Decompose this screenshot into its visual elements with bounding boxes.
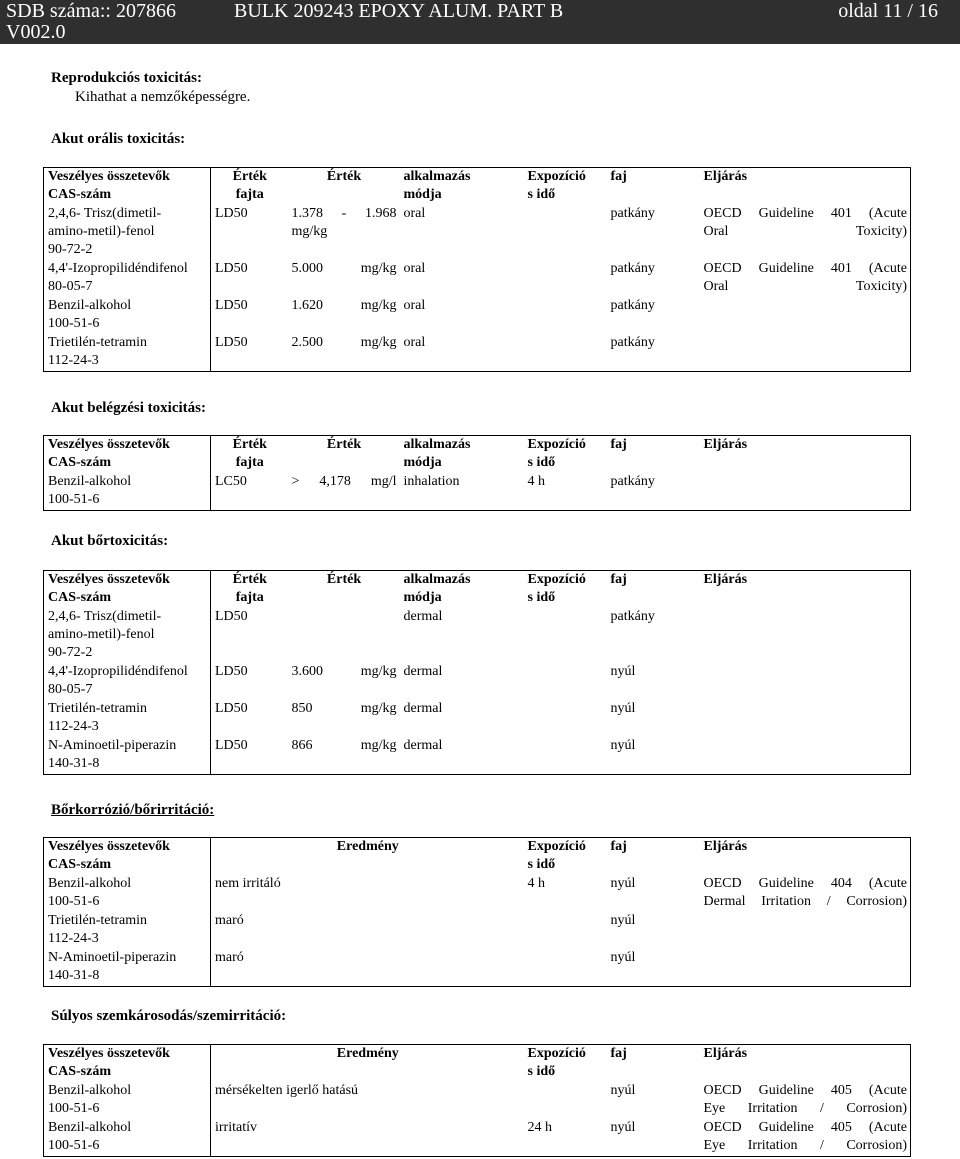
col-result: Eredmény	[336, 1046, 399, 1061]
col-species: faj	[610, 572, 627, 587]
value-type-cell: LD50	[215, 738, 248, 753]
method-cell	[700, 737, 911, 775]
table-header-row	[44, 436, 911, 474]
substance-cell: 2,4,6- Trisz(dimetil- amino-metil)-fenol 90-72-2	[44, 205, 211, 260]
page-number: oldal 11 / 16	[838, 0, 938, 22]
species-cell: patkány	[610, 609, 655, 624]
col-exposure: Expozíció s idő	[527, 572, 586, 605]
substance-cell: 4,4'-Izopropilidéndifenol 80-05-7	[44, 260, 211, 297]
exposure-cell	[524, 260, 607, 297]
species-cell: patkány	[610, 206, 655, 221]
method-cell: OECD Guideline 401 (Acute Oral Toxicity)	[703, 261, 907, 294]
species-cell: nyúl	[610, 950, 636, 965]
species-cell: patkány	[610, 474, 655, 489]
table-row	[44, 473, 911, 511]
species-cell: nyúl	[610, 1083, 636, 1098]
species-cell: patkány	[610, 298, 655, 313]
substance-cell: Benzil-alkohol 100-51-6	[44, 1119, 211, 1157]
species-cell: nyúl	[610, 738, 636, 753]
col-species: faj	[610, 1046, 627, 1061]
exposure-cell: 4 h	[527, 876, 545, 891]
method-cell: OECD Guideline 401 (Acute Oral Toxicity)	[703, 206, 907, 239]
value-type-cell: LD50	[215, 664, 248, 679]
table-row	[44, 1119, 911, 1157]
route-cell: oral	[403, 206, 426, 221]
col-substance: Veszélyes összetevők CAS-szám	[44, 168, 211, 206]
oral-title: Akut orális toxicitás:	[51, 131, 186, 147]
table-row	[44, 949, 911, 987]
table-row	[44, 737, 911, 775]
table-row	[44, 912, 911, 949]
dermal-title: Akut bőrtoxicitás:	[51, 533, 169, 549]
exposure-cell: 4 h	[527, 474, 545, 489]
version: V002.0	[6, 21, 66, 43]
page-header	[0, 0, 960, 44]
method-cell	[700, 700, 911, 737]
route-cell: dermal	[403, 664, 443, 679]
table-row	[44, 205, 911, 260]
exposure-cell	[524, 912, 607, 949]
value-cell: > 4,178 mg/l	[291, 474, 397, 489]
inhal-table	[43, 435, 911, 511]
reproductive-text: Kihathat a nemzőképességre.	[75, 89, 251, 105]
col-exposure: Expozíció s idő	[527, 839, 586, 872]
eye-title: Súlyos szemkárosodás/szemirritáció:	[51, 1008, 287, 1024]
method-cell: OECD Guideline 404 (Acute Dermal Irritation / Corrosion)	[703, 876, 907, 909]
col-value: Érték	[326, 437, 362, 452]
method-cell	[700, 608, 911, 663]
table-header-row	[44, 571, 911, 609]
method-cell	[700, 949, 911, 987]
method-cell	[700, 912, 911, 949]
method-cell	[700, 663, 911, 700]
substance-cell: 4,4'-Izopropilidéndifenol 80-05-7	[44, 663, 211, 700]
skin-title: Bőrkorrózió/bőrirritáció:	[51, 802, 215, 818]
method-cell: OECD Guideline 405 (Acute Eye Irritation / Corrosion)	[703, 1083, 907, 1116]
col-exposure: Expozíció s idő	[527, 1046, 586, 1079]
substance-cell: Benzil-alkohol 100-51-6	[44, 875, 211, 912]
table-header-row	[44, 838, 911, 876]
col-substance: Veszélyes összetevők CAS-szám	[44, 571, 211, 609]
route-cell: inhalation	[403, 474, 460, 489]
exposure-cell	[524, 1082, 607, 1119]
method-cell	[700, 334, 911, 372]
exposure-cell	[524, 297, 607, 334]
value-cell: 866 mg/kg	[291, 738, 397, 753]
value-type-cell: LD50	[215, 261, 248, 276]
value-cell: 3.600 mg/kg	[291, 664, 397, 679]
table-header-row	[44, 1045, 911, 1083]
result-cell: nem irritáló	[215, 876, 281, 891]
exposure-cell	[524, 700, 607, 737]
skin-table	[43, 837, 911, 987]
substance-cell: Trietilén-tetramin 112-24-3	[44, 334, 211, 372]
route-cell: dermal	[403, 738, 443, 753]
table-header-row	[44, 168, 911, 206]
exposure-cell: 24 h	[527, 1120, 552, 1135]
substance-cell: Trietilén-tetramin 112-24-3	[44, 912, 211, 949]
exposure-cell	[524, 608, 607, 663]
col-substance: Veszélyes összetevők CAS-szám	[44, 1045, 211, 1083]
table-row	[44, 875, 911, 912]
exposure-cell	[524, 737, 607, 775]
value-type-cell: LD50	[215, 206, 248, 221]
species-cell: nyúl	[610, 913, 636, 928]
col-species: faj	[610, 169, 627, 184]
value-type-cell: LD50	[215, 335, 248, 350]
col-substance: Veszélyes összetevők CAS-szám	[44, 838, 211, 876]
col-exposure: Expozíció s idő	[527, 169, 586, 202]
col-method: Eljárás	[703, 1046, 748, 1061]
col-substance: Veszélyes összetevők CAS-szám	[44, 436, 211, 474]
species-cell: nyúl	[610, 876, 636, 891]
table-row	[44, 334, 911, 372]
col-method: Eljárás	[703, 437, 748, 452]
table-row	[44, 260, 911, 297]
exposure-cell	[524, 205, 607, 260]
substance-cell: 2,4,6- Trisz(dimetil- amino-metil)-fenol 90-72-2	[44, 608, 211, 663]
dermal-table	[43, 570, 911, 775]
value-cell: 1.378 - 1.968 mg/kg	[291, 206, 397, 239]
substance-cell: Benzil-alkohol 100-51-6	[44, 473, 211, 511]
route-cell: oral	[403, 335, 426, 350]
value-type-cell: LD50	[215, 609, 248, 624]
col-exposure: Expozíció s idő	[527, 437, 586, 470]
species-cell: nyúl	[610, 664, 636, 679]
value-cell: 1.620 mg/kg	[291, 298, 397, 313]
substance-cell: N-Aminoetil-piperazin 140-31-8	[44, 737, 211, 775]
value-cell: 2.500 mg/kg	[291, 335, 397, 350]
exposure-cell	[524, 949, 607, 987]
value-type-cell: LD50	[215, 298, 248, 313]
exposure-cell	[524, 663, 607, 700]
route-cell: dermal	[403, 701, 443, 716]
inhal-title: Akut belégzési toxicitás:	[51, 400, 206, 416]
method-cell	[700, 473, 911, 511]
oral-table	[43, 167, 911, 372]
eye-table	[43, 1044, 911, 1157]
col-value-type: Érték fajta	[232, 169, 267, 202]
value-cell: 5.000 mg/kg	[291, 261, 397, 276]
table-row	[44, 608, 911, 663]
value-cell	[288, 608, 400, 663]
col-route: alkalmazás módja	[403, 437, 471, 470]
exposure-cell	[524, 334, 607, 372]
reproductive-title: Reprodukciós toxicitás:	[51, 70, 202, 86]
species-cell: patkány	[610, 335, 655, 350]
col-value: Érték	[326, 572, 362, 587]
col-route: alkalmazás módja	[403, 169, 471, 202]
result-cell: mérsékelten igerlő hatású	[215, 1083, 359, 1098]
route-cell: oral	[403, 298, 426, 313]
col-method: Eljárás	[703, 572, 748, 587]
col-value-type: Érték fajta	[232, 572, 267, 605]
result-cell: maró	[215, 913, 244, 928]
species-cell: patkány	[610, 261, 655, 276]
table-row	[44, 663, 911, 700]
table-row	[44, 1082, 911, 1119]
col-value-type: Érték fajta	[232, 437, 267, 470]
result-cell: maró	[215, 950, 244, 965]
table-row	[44, 700, 911, 737]
value-type-cell: LC50	[215, 474, 247, 489]
route-cell: oral	[403, 261, 426, 276]
col-method: Eljárás	[703, 169, 748, 184]
substance-cell: N-Aminoetil-piperazin 140-31-8	[44, 949, 211, 987]
result-cell: irritatív	[215, 1120, 257, 1135]
value-cell: 850 mg/kg	[291, 701, 397, 716]
species-cell: nyúl	[610, 1120, 636, 1135]
substance-cell: Benzil-alkohol 100-51-6	[44, 1082, 211, 1119]
species-cell: nyúl	[610, 701, 636, 716]
substance-cell: Benzil-alkohol 100-51-6	[44, 297, 211, 334]
method-cell	[700, 297, 911, 334]
table-row	[44, 297, 911, 334]
substance-cell: Trietilén-tetramin 112-24-3	[44, 700, 211, 737]
sds-number: SDB száma:: 207866	[6, 0, 176, 22]
col-value: Érték	[326, 169, 362, 184]
value-type-cell: LD50	[215, 701, 248, 716]
col-method: Eljárás	[703, 839, 748, 854]
col-result: Eredmény	[336, 839, 399, 854]
method-cell: OECD Guideline 405 (Acute Eye Irritation / Corrosion)	[703, 1120, 907, 1153]
product-name: BULK 209243 EPOXY ALUM. PART B	[234, 0, 564, 22]
col-route: alkalmazás módja	[403, 572, 471, 605]
col-species: faj	[610, 437, 627, 452]
route-cell: dermal	[403, 609, 443, 624]
col-species: faj	[610, 839, 627, 854]
